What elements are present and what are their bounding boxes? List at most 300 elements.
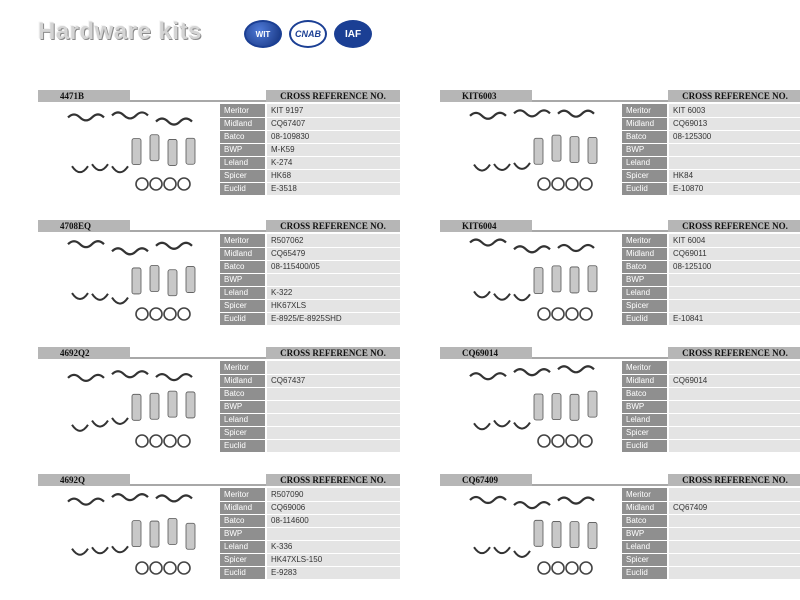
table-row: [220, 566, 400, 579]
table-row: [622, 566, 800, 579]
pin-icon: [168, 391, 177, 417]
spring-icon: [68, 241, 104, 247]
ring-icon: [566, 178, 578, 190]
part-number: [668, 387, 800, 400]
cross-reference-header: CROSS REFERENCE NO.: [266, 474, 400, 486]
ring-icon: [580, 435, 592, 447]
kit-parts-image: [62, 234, 212, 328]
brand-name: Meritor: [220, 234, 266, 247]
part-number: [266, 527, 400, 540]
brand-name: Euclid: [220, 182, 266, 195]
table-row: [622, 234, 800, 247]
part-number: R507062: [266, 234, 400, 247]
table-row: [622, 439, 800, 452]
table-row: [220, 514, 400, 527]
spring-icon: [470, 497, 506, 503]
brand-name: Meritor: [622, 104, 668, 117]
part-number: [668, 488, 800, 501]
part-number: M-K59: [266, 143, 400, 156]
cross-reference-table: [622, 361, 800, 453]
table-row: [622, 426, 800, 439]
pin-icon: [534, 268, 543, 294]
ring-icon: [178, 562, 190, 574]
spring-icon: [558, 111, 594, 117]
table-row: [622, 540, 800, 553]
brand-name: Leland: [220, 156, 266, 169]
cross-reference-header: CROSS REFERENCE NO.: [266, 347, 400, 359]
part-number: [668, 553, 800, 566]
table-row: [220, 182, 400, 195]
brand-name: Midland: [622, 501, 668, 514]
brand-name: Spicer: [220, 299, 266, 312]
brand-name: Euclid: [622, 312, 668, 325]
cross-reference-header: CROSS REFERENCE NO.: [668, 90, 800, 102]
table-row: [220, 387, 400, 400]
ring-icon: [150, 562, 162, 574]
table-row: [220, 488, 400, 501]
cross-reference-table: [220, 361, 400, 453]
part-number: 08-125100: [668, 260, 800, 273]
ring-icon: [580, 308, 592, 320]
clip-icon: [474, 291, 490, 297]
table-row: [220, 117, 400, 130]
clip-icon: [494, 420, 510, 426]
spring-icon: [470, 240, 506, 246]
part-number: [668, 299, 800, 312]
part-number: CQ67407: [266, 117, 400, 130]
clip-icon: [92, 421, 108, 427]
clip-icon: [514, 551, 530, 557]
ring-icon: [538, 178, 550, 190]
clip-icon: [72, 425, 88, 431]
kit-parts-image: [464, 104, 614, 198]
brand-name: Meritor: [622, 234, 668, 247]
kit-code: KIT6003: [440, 90, 532, 102]
brand-name: Batco: [220, 387, 266, 400]
part-number: [266, 361, 400, 374]
kit-code: CQ67409: [440, 474, 532, 486]
part-number: [266, 400, 400, 413]
table-row: [622, 182, 800, 195]
part-number: [668, 527, 800, 540]
part-number: [266, 387, 400, 400]
table-row: [622, 312, 800, 325]
brand-name: Midland: [220, 501, 266, 514]
pin-icon: [588, 522, 597, 548]
ring-icon: [136, 562, 148, 574]
clip-icon: [72, 549, 88, 555]
part-number: K-336: [266, 540, 400, 553]
ring-icon: [538, 435, 550, 447]
clip-icon: [72, 293, 88, 299]
part-number: [668, 273, 800, 286]
table-row: [622, 130, 800, 143]
table-row: [220, 501, 400, 514]
cross-reference-table: [220, 104, 400, 196]
part-number: KIT 6003: [668, 104, 800, 117]
cross-reference-header: CROSS REFERENCE NO.: [266, 220, 400, 232]
cross-reference-table: [622, 234, 800, 326]
part-number: [668, 426, 800, 439]
table-row: [220, 540, 400, 553]
pin-icon: [132, 394, 141, 420]
brand-name: Spicer: [622, 299, 668, 312]
part-number: [266, 413, 400, 426]
pin-icon: [168, 518, 177, 544]
kit-parts-image: [62, 361, 212, 455]
part-number: E-3518: [266, 182, 400, 195]
kit-panel: [440, 474, 800, 589]
table-row: [622, 286, 800, 299]
part-number: R507090: [266, 488, 400, 501]
part-number: K-274: [266, 156, 400, 169]
brand-name: Meritor: [220, 361, 266, 374]
brand-name: BWP: [220, 143, 266, 156]
part-number: [266, 439, 400, 452]
pin-icon: [552, 521, 561, 547]
part-number: [668, 286, 800, 299]
kit-code: 4471B: [38, 90, 130, 102]
spring-icon: [112, 494, 148, 500]
ring-icon: [566, 435, 578, 447]
part-number: [266, 273, 400, 286]
table-row: [220, 312, 400, 325]
ring-icon: [164, 308, 176, 320]
clip-icon: [474, 165, 490, 171]
part-number: [668, 514, 800, 527]
ring-icon: [178, 308, 190, 320]
ring-icon: [552, 435, 564, 447]
brand-name: Midland: [622, 374, 668, 387]
part-number: [668, 400, 800, 413]
part-number: E-10870: [668, 182, 800, 195]
kit-code: 4708EQ: [38, 220, 130, 232]
brand-name: Batco: [622, 130, 668, 143]
table-row: [622, 374, 800, 387]
spring-icon: [514, 502, 550, 508]
pin-icon: [150, 393, 159, 419]
brand-name: Leland: [622, 286, 668, 299]
table-row: [622, 169, 800, 182]
table-row: [622, 488, 800, 501]
part-number: [668, 143, 800, 156]
pin-icon: [570, 394, 579, 420]
part-number: 08-125300: [668, 130, 800, 143]
iaf-logo: IAF: [334, 20, 372, 48]
pin-icon: [168, 139, 177, 165]
kit-panel: [440, 347, 800, 462]
part-number: HK47XLS-150: [266, 553, 400, 566]
brand-name: Leland: [220, 413, 266, 426]
part-number: 08-114600: [266, 514, 400, 527]
page-title: Hardware kits: [38, 18, 202, 45]
clip-icon: [514, 423, 530, 429]
clip-icon: [474, 423, 490, 429]
pin-icon: [132, 139, 141, 165]
table-row: [622, 361, 800, 374]
brand-name: BWP: [622, 143, 668, 156]
clip-icon: [72, 166, 88, 172]
part-number: [668, 361, 800, 374]
ring-icon: [552, 308, 564, 320]
pin-icon: [588, 266, 597, 292]
brand-name: Leland: [622, 413, 668, 426]
table-row: [622, 156, 800, 169]
ring-icon: [566, 562, 578, 574]
pin-icon: [132, 521, 141, 547]
spring-icon: [68, 499, 104, 505]
pin-icon: [132, 268, 141, 294]
table-row: [220, 439, 400, 452]
part-number: 08-115400/05: [266, 260, 400, 273]
pin-icon: [570, 267, 579, 293]
spring-icon: [156, 374, 192, 380]
table-row: [220, 104, 400, 117]
brand-name: Euclid: [622, 566, 668, 579]
brand-name: Euclid: [220, 566, 266, 579]
cross-reference-header: CROSS REFERENCE NO.: [668, 220, 800, 232]
clip-icon: [92, 294, 108, 300]
part-number: E-9283: [266, 566, 400, 579]
table-row: [220, 247, 400, 260]
spring-icon: [558, 366, 594, 372]
part-number: [668, 413, 800, 426]
pin-icon: [186, 138, 195, 164]
brand-name: Midland: [220, 247, 266, 260]
ring-icon: [538, 308, 550, 320]
brand-name: Leland: [622, 540, 668, 553]
brand-name: Euclid: [220, 312, 266, 325]
table-row: [220, 426, 400, 439]
kit-panel: [38, 220, 400, 335]
table-row: [622, 400, 800, 413]
brand-name: Euclid: [622, 182, 668, 195]
clip-icon: [92, 164, 108, 170]
clip-icon: [112, 298, 128, 304]
ring-icon: [552, 562, 564, 574]
spring-icon: [112, 112, 148, 118]
brand-name: BWP: [220, 273, 266, 286]
kit-code: CQ69014: [440, 347, 532, 359]
pin-icon: [552, 135, 561, 161]
ring-icon: [164, 178, 176, 190]
clip-icon: [474, 547, 490, 553]
kit-panel: [38, 474, 400, 589]
part-number: [668, 439, 800, 452]
part-number: E-8925/E-8925SHD: [266, 312, 400, 325]
spring-icon: [558, 498, 594, 504]
cnab-logo: CNAB: [289, 20, 327, 48]
table-row: [220, 234, 400, 247]
ring-icon: [580, 562, 592, 574]
cross-reference-table: [220, 488, 400, 580]
kit-parts-image: [464, 488, 614, 582]
kit-parts-image: [62, 104, 212, 198]
pin-icon: [186, 267, 195, 293]
cross-reference-header: CROSS REFERENCE NO.: [668, 474, 800, 486]
spring-icon: [514, 110, 550, 116]
table-row: [622, 104, 800, 117]
pin-icon: [534, 394, 543, 420]
cross-reference-table: [622, 488, 800, 580]
part-number: CQ67437: [266, 374, 400, 387]
part-number: CQ69013: [668, 117, 800, 130]
brand-name: Batco: [220, 130, 266, 143]
brand-name: BWP: [622, 400, 668, 413]
spring-icon: [470, 113, 506, 119]
table-row: [622, 247, 800, 260]
pin-icon: [168, 270, 177, 296]
kit-code: 4692Q2: [38, 347, 130, 359]
brand-name: BWP: [622, 527, 668, 540]
spring-icon: [514, 246, 550, 252]
ring-icon: [566, 308, 578, 320]
ring-icon: [164, 562, 176, 574]
brand-name: Batco: [622, 514, 668, 527]
brand-name: Leland: [622, 156, 668, 169]
brand-name: Spicer: [220, 426, 266, 439]
brand-name: BWP: [622, 273, 668, 286]
part-number: K-322: [266, 286, 400, 299]
pin-icon: [570, 137, 579, 163]
brand-name: Meritor: [622, 361, 668, 374]
table-row: [622, 143, 800, 156]
cross-reference-table: [622, 104, 800, 196]
table-row: [220, 400, 400, 413]
cross-reference-header: CROSS REFERENCE NO.: [266, 90, 400, 102]
table-row: [220, 143, 400, 156]
clip-icon: [112, 418, 128, 424]
brand-name: Batco: [622, 387, 668, 400]
spring-icon: [470, 373, 506, 379]
brand-name: Euclid: [622, 439, 668, 452]
pin-icon: [570, 522, 579, 548]
ring-icon: [136, 435, 148, 447]
pin-icon: [186, 523, 195, 549]
clip-icon: [494, 164, 510, 170]
cross-reference-header: CROSS REFERENCE NO.: [668, 347, 800, 359]
table-row: [220, 286, 400, 299]
spring-icon: [558, 245, 594, 251]
part-number: CQ67409: [668, 501, 800, 514]
part-number: HK68: [266, 169, 400, 182]
table-row: [622, 527, 800, 540]
ring-icon: [178, 178, 190, 190]
part-number: [668, 540, 800, 553]
brand-name: Midland: [622, 247, 668, 260]
brand-name: Spicer: [220, 169, 266, 182]
spring-icon: [156, 243, 192, 249]
clip-icon: [514, 294, 530, 300]
table-row: [622, 299, 800, 312]
table-row: [622, 553, 800, 566]
part-number: CQ69006: [266, 501, 400, 514]
kit-parts-image: [464, 234, 614, 328]
table-row: [220, 299, 400, 312]
pin-icon: [552, 394, 561, 420]
kit-panel: [38, 347, 400, 462]
ring-icon: [552, 178, 564, 190]
part-number: HK84: [668, 169, 800, 182]
clip-icon: [514, 163, 530, 169]
spring-icon: [112, 248, 148, 254]
ring-icon: [164, 435, 176, 447]
kit-panel: [440, 90, 800, 205]
brand-name: Spicer: [622, 426, 668, 439]
table-row: [622, 514, 800, 527]
spring-icon: [112, 371, 148, 377]
table-row: [622, 387, 800, 400]
pin-icon: [150, 521, 159, 547]
part-number: CQ69014: [668, 374, 800, 387]
table-row: [220, 130, 400, 143]
clip-icon: [92, 547, 108, 553]
brand-name: Spicer: [622, 169, 668, 182]
brand-name: Spicer: [622, 553, 668, 566]
pin-icon: [534, 138, 543, 164]
spring-icon: [68, 114, 104, 120]
brand-name: Leland: [220, 540, 266, 553]
brand-name: Spicer: [220, 553, 266, 566]
table-row: [220, 413, 400, 426]
table-row: [622, 413, 800, 426]
ring-icon: [150, 308, 162, 320]
clip-icon: [494, 294, 510, 300]
brand-name: BWP: [220, 527, 266, 540]
brand-name: Batco: [220, 514, 266, 527]
pin-icon: [552, 266, 561, 292]
ring-icon: [580, 178, 592, 190]
part-number: CQ65479: [266, 247, 400, 260]
table-row: [220, 273, 400, 286]
table-row: [220, 553, 400, 566]
part-number: [668, 566, 800, 579]
table-row: [220, 169, 400, 182]
spring-icon: [68, 375, 104, 381]
kit-code: KIT6004: [440, 220, 532, 232]
table-row: [622, 260, 800, 273]
part-number: KIT 9197: [266, 104, 400, 117]
clip-icon: [112, 166, 128, 172]
brand-name: Midland: [220, 374, 266, 387]
part-number: HK67XLS: [266, 299, 400, 312]
table-row: [622, 117, 800, 130]
part-number: KIT 6004: [668, 234, 800, 247]
table-row: [622, 501, 800, 514]
spring-icon: [156, 119, 192, 125]
table-row: [220, 361, 400, 374]
table-row: [220, 374, 400, 387]
kit-panel: [440, 220, 800, 335]
ring-icon: [136, 308, 148, 320]
brand-name: Meritor: [220, 488, 266, 501]
kit-code: 4692Q: [38, 474, 130, 486]
pin-icon: [150, 135, 159, 161]
table-row: [220, 156, 400, 169]
part-number: E-10841: [668, 312, 800, 325]
part-number: CQ69011: [668, 247, 800, 260]
spring-icon: [156, 495, 192, 501]
brand-name: Midland: [220, 117, 266, 130]
pin-icon: [534, 520, 543, 546]
table-row: [622, 273, 800, 286]
ring-icon: [538, 562, 550, 574]
brand-name: BWP: [220, 400, 266, 413]
table-row: [220, 527, 400, 540]
brand-name: Batco: [622, 260, 668, 273]
pin-icon: [150, 266, 159, 292]
brand-name: Meritor: [220, 104, 266, 117]
